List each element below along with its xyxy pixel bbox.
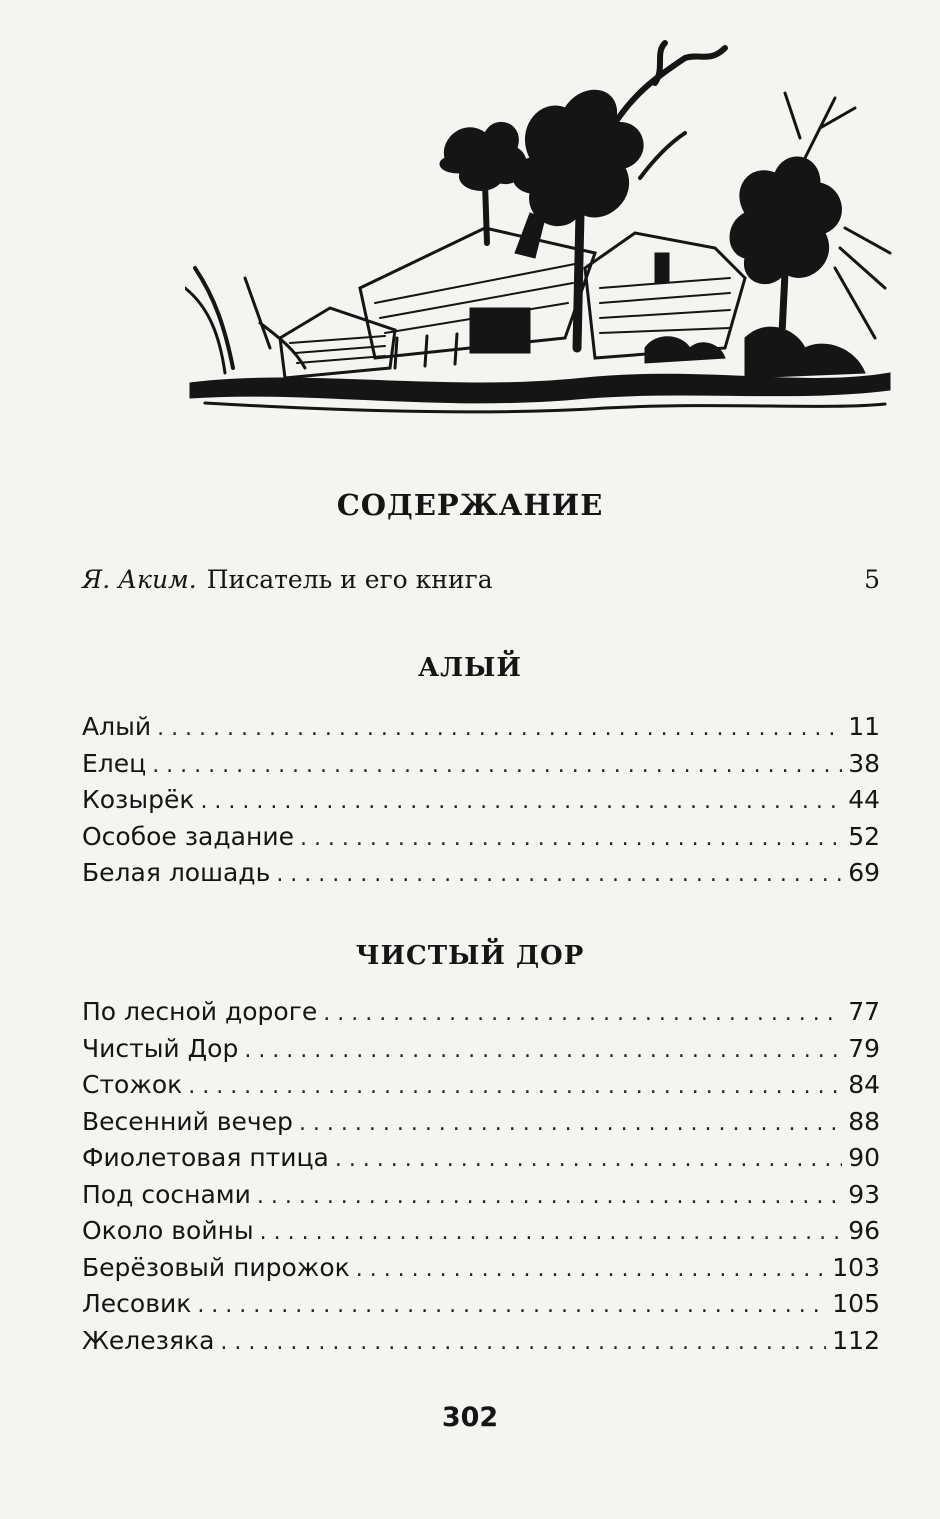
toc-entry-page: 84 <box>848 1070 880 1099</box>
toc-entry-title: Особое задание <box>82 821 294 851</box>
dot-leader <box>356 1257 827 1282</box>
toc-entry-page: 93 <box>848 1179 880 1209</box>
dot-leader <box>152 753 842 778</box>
toc-entry-title: Елец <box>82 748 147 778</box>
toc-entry-title: Алый <box>82 712 152 741</box>
toc-intro-entry <box>82 565 880 594</box>
toc-entry-title: Козырёк <box>82 785 195 814</box>
intro-title: Писатель и его книга <box>206 565 493 594</box>
toc-entry <box>82 1143 880 1180</box>
toc-entry-title: Стожок <box>82 1070 183 1099</box>
toc-entry-page: 90 <box>848 1143 880 1172</box>
toc-entry-title: Чистый Дор <box>82 1033 239 1063</box>
dot-leader <box>188 1074 842 1099</box>
toc-entry-page: 79 <box>848 1033 880 1063</box>
dot-leader <box>276 862 842 887</box>
toc-entry-title: Под соснами <box>82 1179 251 1209</box>
toc-entry-page: 11 <box>848 712 880 741</box>
toc-entry <box>82 997 880 1034</box>
toc-entry <box>82 1216 880 1253</box>
intro-author: Я. Аким. <box>82 565 197 594</box>
toc-entry <box>82 785 880 822</box>
toc-entry-page: 77 <box>848 997 880 1026</box>
dot-leader <box>200 789 842 814</box>
toc-entry <box>82 1107 880 1144</box>
toc-entry <box>82 1070 880 1107</box>
toc-entry <box>82 1326 880 1363</box>
toc-entry-title: Лесовик <box>82 1289 192 1318</box>
toc-list-chistyi-dor <box>82 997 880 1362</box>
contents-title: СОДЕРЖАНИЕ <box>336 488 604 522</box>
dot-leader <box>299 1111 842 1136</box>
toc-entry-title: Железяка <box>82 1325 215 1355</box>
dot-leader <box>300 826 842 851</box>
dot-leader <box>244 1038 842 1063</box>
intro-page: 5 <box>864 565 880 594</box>
dot-leader <box>197 1293 826 1318</box>
toc-entry-page: 88 <box>848 1106 880 1136</box>
toc-entry <box>82 858 880 895</box>
dot-leader <box>220 1330 826 1355</box>
toc-entry-page: 96 <box>848 1216 880 1245</box>
dot-leader <box>323 1001 842 1026</box>
toc-entry <box>82 822 880 859</box>
toc-entry-title: Берёзовый пирожок <box>82 1252 350 1282</box>
dot-leader <box>335 1147 842 1172</box>
toc-entry <box>82 712 880 749</box>
toc-entry-title: Белая лошадь <box>82 858 271 887</box>
toc-entry-page: 103 <box>832 1252 880 1282</box>
toc-entry-page: 69 <box>848 858 880 887</box>
toc-entry-page: 38 <box>848 748 880 778</box>
toc-entry <box>82 1253 880 1290</box>
toc-entry <box>82 1034 880 1071</box>
dot-leader <box>257 1184 842 1209</box>
toc-entry-page: 44 <box>848 785 880 814</box>
toc-entry <box>82 1289 880 1326</box>
toc-entry-title: Весенний вечер <box>82 1106 293 1136</box>
page-number: 302 <box>441 1402 499 1433</box>
toc-entry-page: 112 <box>832 1325 880 1355</box>
toc-entry-page: 105 <box>832 1289 880 1318</box>
toc-entry-page: 52 <box>848 821 880 851</box>
dot-leader <box>157 716 842 741</box>
toc-entry <box>82 749 880 786</box>
section-heading-chistyi-dor: ЧИСТЫЙ ДОР <box>355 941 585 971</box>
village-landscape-illustration <box>185 38 895 438</box>
toc-entry <box>82 1180 880 1217</box>
toc-entry-title: Фиолетовая птица <box>82 1143 329 1172</box>
toc-entry-title: По лесной дороге <box>82 997 318 1026</box>
dot-leader <box>260 1220 843 1245</box>
toc-list-alyi <box>82 712 880 895</box>
toc-entry-title: Около войны <box>82 1216 254 1245</box>
section-heading-alyi: АЛЫЙ <box>418 653 522 683</box>
